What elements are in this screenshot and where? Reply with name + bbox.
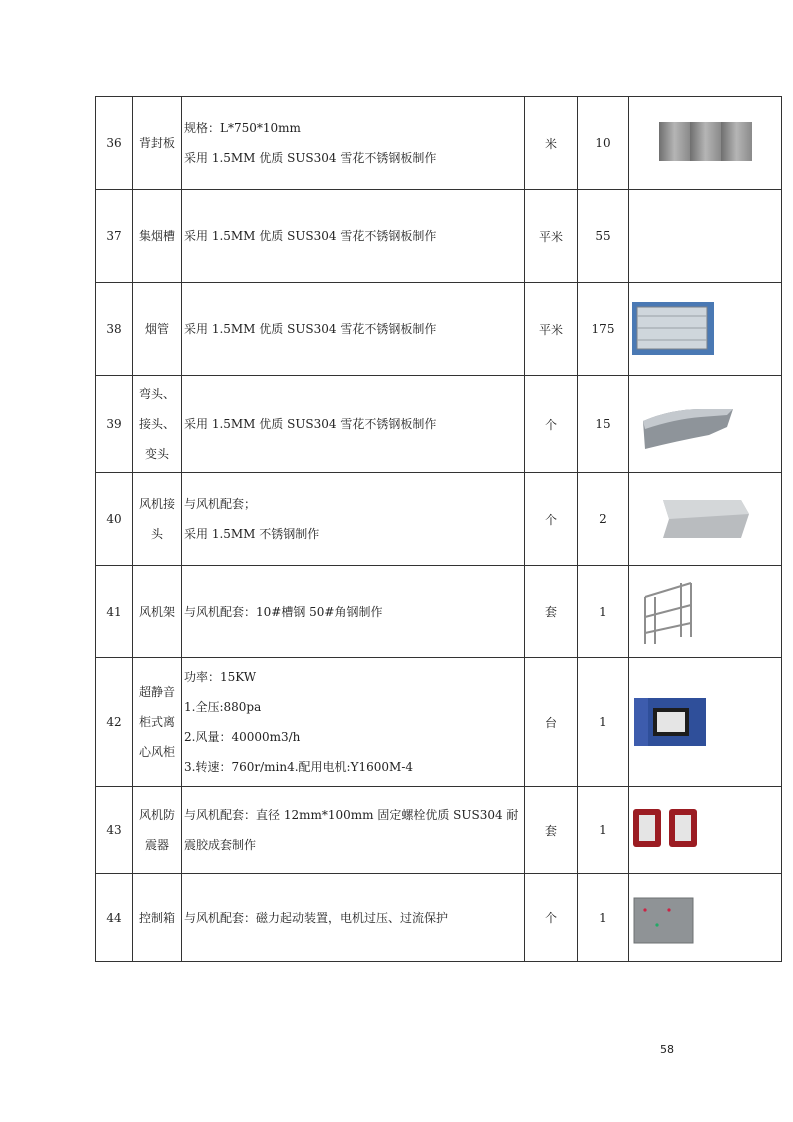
item-description	[182, 874, 525, 962]
item-image-cell	[629, 97, 782, 190]
item-name	[133, 190, 182, 283]
item-description	[182, 190, 525, 283]
item-description-line: 采用 1.5MM 优质 SUS304 雪花不锈钢板制作	[184, 322, 437, 336]
item-quantity: 1	[578, 658, 629, 787]
item-description-line: 采用 1.5MM 优质 SUS304 雪花不锈钢板制作	[184, 151, 437, 165]
item-quantity: 55	[578, 190, 629, 283]
item-image-cell	[629, 874, 782, 962]
item-name	[133, 97, 182, 190]
item-number: 38	[96, 283, 133, 376]
item-name-line: 震器	[144, 838, 169, 852]
item-name-line: 柜式离	[138, 715, 175, 729]
item-name-line: 弯头、	[138, 387, 175, 401]
item-name	[133, 874, 182, 962]
item-name-line: 控制箱	[138, 910, 175, 925]
item-name-line: 头	[150, 527, 163, 541]
item-number: 43	[96, 787, 133, 874]
item-description	[182, 473, 525, 566]
item-unit: 个	[525, 376, 578, 473]
item-description	[182, 376, 525, 473]
spec-table	[95, 96, 782, 962]
item-name-line: 变头	[144, 447, 169, 461]
gray-panel-photo	[631, 98, 779, 188]
item-name-line: 背封板	[138, 136, 175, 150]
item-name-line: 接头、	[138, 417, 175, 431]
table-row	[96, 874, 782, 962]
item-description-line: 与风机配套：直径 12mm*100mm 固定螺栓优质 SUS304 耐	[184, 808, 519, 822]
item-name	[133, 787, 182, 874]
item-description-line: 2.风量：40000m3/h	[184, 730, 301, 744]
item-quantity: 1	[578, 874, 629, 962]
item-quantity: 15	[578, 376, 629, 473]
table-row	[96, 376, 782, 473]
table-row	[96, 658, 782, 787]
elbow-photo	[631, 379, 779, 469]
item-description	[182, 566, 525, 658]
item-description	[182, 97, 525, 190]
table-row	[96, 283, 782, 376]
item-description-line: 与风机配套；	[184, 497, 257, 511]
page-number: 58	[660, 1043, 674, 1056]
item-unit: 个	[525, 473, 578, 566]
item-name-line: 集烟槽	[138, 229, 175, 243]
item-description-line: 与风机配套：磁力起动装置，电机过压、过流保护	[184, 910, 449, 925]
item-image-cell	[629, 566, 782, 658]
duct-photo	[631, 284, 779, 374]
item-description-line: 功率：15KW	[184, 670, 257, 684]
item-number: 41	[96, 566, 133, 658]
item-unit: 个	[525, 874, 578, 962]
item-name-line: 超静音	[138, 685, 175, 699]
item-name	[133, 376, 182, 473]
item-image-cell	[629, 658, 782, 787]
item-image-cell	[629, 283, 782, 376]
shock-absorber-photo	[631, 787, 779, 873]
item-unit: 台	[525, 658, 578, 787]
table-row	[96, 473, 782, 566]
item-quantity: 10	[578, 97, 629, 190]
item-unit: 米	[525, 97, 578, 190]
item-description	[182, 283, 525, 376]
item-unit: 平米	[525, 190, 578, 283]
item-description-line: 采用 1.5MM 不锈钢制作	[184, 527, 320, 541]
item-name-line: 风机架	[138, 604, 175, 619]
item-quantity: 2	[578, 473, 629, 566]
item-number: 37	[96, 190, 133, 283]
item-image-cell	[629, 190, 782, 283]
item-unit: 套	[525, 566, 578, 658]
item-name	[133, 658, 182, 787]
item-description	[182, 658, 525, 787]
table-row	[96, 97, 782, 190]
item-image-cell	[629, 473, 782, 566]
item-description-line: 规格：L*750*10mm	[184, 121, 301, 135]
item-unit: 套	[525, 787, 578, 874]
item-quantity: 1	[578, 566, 629, 658]
item-number: 44	[96, 874, 133, 962]
fan-frame-photo	[631, 567, 779, 657]
item-image-cell	[629, 787, 782, 874]
item-number: 42	[96, 658, 133, 787]
fan-cabinet-photo	[631, 658, 779, 786]
item-description-line: 与风机配套：10#槽钢 50#角钢制作	[184, 604, 383, 619]
item-description	[182, 787, 525, 874]
item-unit: 平米	[525, 283, 578, 376]
item-name-line: 风机接	[138, 497, 175, 511]
item-description-line: 震胶成套制作	[184, 838, 257, 852]
item-number: 40	[96, 473, 133, 566]
item-name	[133, 566, 182, 658]
control-box-photo	[631, 875, 779, 961]
connector-photo	[631, 474, 779, 564]
item-description-line: 采用 1.5MM 优质 SUS304 雪花不锈钢板制作	[184, 417, 437, 431]
item-description-line: 3.转速：760r/min4.配用电机:Y1600M-4	[184, 760, 414, 774]
item-number: 36	[96, 97, 133, 190]
item-description-line: 采用 1.5MM 优质 SUS304 雪花不锈钢板制作	[184, 229, 437, 243]
item-name-line: 风机防	[138, 808, 175, 822]
table-row	[96, 787, 782, 874]
table-row	[96, 566, 782, 658]
item-image-cell	[629, 376, 782, 473]
item-name-line: 烟管	[144, 322, 169, 336]
item-number: 39	[96, 376, 133, 473]
table-row	[96, 190, 782, 283]
item-name-line: 心风柜	[138, 745, 175, 759]
item-name	[133, 283, 182, 376]
item-quantity: 1	[578, 787, 629, 874]
item-description-line: 1.全压:880pa	[184, 700, 262, 714]
item-name	[133, 473, 182, 566]
item-quantity: 175	[578, 283, 629, 376]
